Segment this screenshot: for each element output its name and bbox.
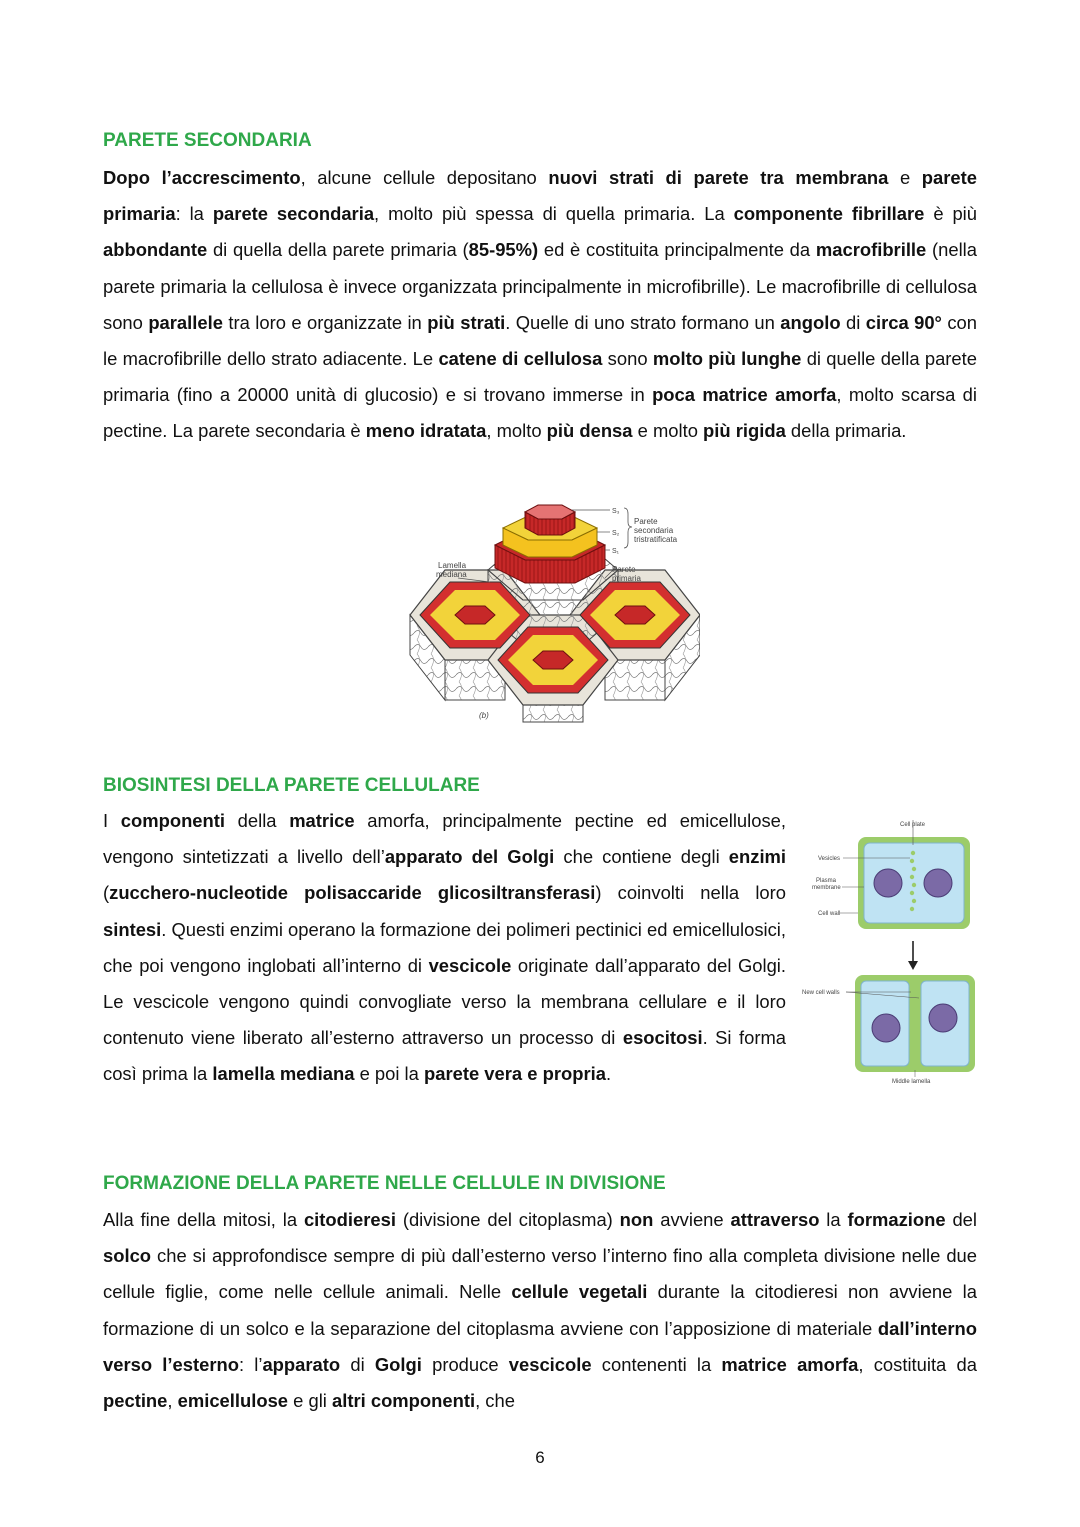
bold-term: angolo	[780, 311, 841, 333]
bold-term: dall’interno verso l’esterno	[103, 1317, 977, 1375]
label-s3: S₃	[612, 508, 620, 515]
label-secondary-2: secondaria	[634, 526, 674, 535]
bold-term: componente fibrillare	[733, 203, 925, 225]
bold-term: abbondante	[103, 239, 208, 261]
bold-term: apparato	[262, 1353, 341, 1375]
label-middle-1: Lamella	[438, 561, 467, 570]
bold-term: solco	[103, 1245, 152, 1267]
bold-term: cellule vegetali	[511, 1281, 648, 1303]
bold-term: più strati	[427, 311, 506, 333]
bold-term: meno idratata	[365, 420, 487, 442]
bold-term: parete secondaria	[212, 203, 375, 225]
bold-term: poca matrice amorfa	[652, 384, 837, 406]
paragraph-formazione: Alla fine della mitosi, la citodieresi (divisione del citoplasma) non avviene attraverso la formazione del solco che si approfondisce sempre di più dall’esterno verso l’interno fino alla completa divisione nelle due cellule figlie, come nelle cellule animali. Nelle cellule vegetali durante la citodieresi non avviene la formazione di un solco e la separazione del citoplasma avviene con l’apposizione di materiale dall’interno verso l’esterno: l’apparato di Golgi produce vescicole contenenti la matrice amorfa, costituita da pectine, emicellulose e gli altri componenti, che	[103, 1209, 977, 1412]
bold-term: catene di cellulosa	[438, 348, 603, 370]
bold-term: altri componenti	[332, 1390, 476, 1412]
bold-term: circa 90°	[865, 311, 942, 333]
bold-term: non	[619, 1209, 654, 1230]
label-cell-wall: Cell wall	[818, 911, 841, 917]
label-s2: S₂	[612, 530, 620, 537]
bold-term: più densa	[546, 420, 633, 442]
bold-term: esocitosi	[622, 1027, 703, 1049]
cell-plate-diagram	[800, 815, 980, 1090]
label-cell-plate: Cell plate	[900, 822, 926, 828]
bold-term: Golgi	[374, 1353, 422, 1375]
label-secondary-1: Parete	[634, 517, 658, 526]
section-title-biosintesi: BIOSINTESI DELLA PARETE CELLULARE	[103, 775, 480, 796]
bold-term: parete primaria	[103, 167, 977, 225]
bold-term: Dopo l’accrescimento	[103, 167, 301, 188]
bold-term: matrice	[289, 810, 355, 831]
bold-term: zucchero-nucleotide polisaccaride glicosiltransferasi	[109, 882, 596, 904]
bold-term: enzimi	[728, 846, 787, 868]
bold-term: formazione	[847, 1209, 946, 1230]
label-primary-1: Parete	[612, 565, 636, 574]
bold-term: pectine	[103, 1390, 168, 1412]
bold-term: nuovi strati di parete tra membrana	[548, 167, 889, 188]
label-plasma-1: Plasma	[816, 878, 837, 884]
label-middle-2: mediana	[436, 570, 467, 579]
figure-caption: (b)	[479, 711, 489, 720]
bold-term: citodieresi	[303, 1209, 396, 1230]
bold-term: più rigida	[703, 420, 786, 442]
bold-term: macrofibrille	[815, 239, 927, 261]
bold-term: componenti	[120, 810, 225, 831]
bold-term: sintesi	[103, 918, 162, 940]
bold-term: matrice amorfa	[721, 1353, 859, 1375]
bold-term: vescicole	[428, 954, 512, 976]
bold-term: parete vera e propria	[423, 1063, 606, 1085]
label-plasma-2: membrane	[812, 885, 841, 891]
label-new-cell-walls: New cell walls	[802, 990, 840, 996]
bold-term: emicellulose	[177, 1390, 289, 1412]
label-vesicles: Vesicles	[818, 856, 841, 862]
paragraph-parete-secondaria: Dopo l’accrescimento, alcune cellule depositano nuovi strati di parete tra membrana e parete primaria: la parete secondaria, molto più spessa di quella primaria. La componente fibrillare è più abbondante di quella della parete primaria (85-95%) ed è costituita principalmente da macrofibrille (nella parete primaria la cellulosa è invece organizzata principalmente in microfibrille). Le macrofibrille di cellulosa sono parallele tra loro e organizzate in più strati. Quelle di uno strato formano un angolo di circa 90° con le macrofibrille dello strato adiacente. Le catene di cellulosa sono molto più lunghe di quelle della parete primaria (fino a 20000 unità di glucosio) e si trovano immerse in poca matrice amorfa, molto scarsa di pectine. La parete secondaria è meno idratata, molto più densa e molto più rigida della primaria.	[103, 167, 978, 442]
paragraph-biosintesi: I componenti della matrice amorfa, principalmente pectine ed emicellulose, vengono sintetizzati a livello dell’apparato del Golgi che contiene degli enzimi (zucchero-nucleotide polisaccaride glicosiltransferasi) coinvolti nella loro sintesi. Questi enzimi operano la formazione dei polimeri pectinici ed emicellulosici, che poi vengono inglobati all’interno di vescicole originate dall’apparato del Golgi. Le vescicole vengono quindi convogliate verso la membrana cellulare e il loro contenuto viene liberato all’esterno attraverso un processo di esocitosi. Si forma così prima la lamella mediana e poi la parete vera e propria.	[103, 810, 787, 1085]
secondary-wall-diagram	[400, 500, 700, 725]
bold-term: lamella mediana	[212, 1063, 355, 1085]
label-secondary-3: tristratificata	[634, 535, 678, 544]
bold-term: molto più lunghe	[652, 348, 802, 370]
page-number: 6	[535, 1448, 545, 1467]
bold-term: 85-95%)	[468, 239, 539, 261]
bold-term: vescicole	[508, 1353, 592, 1375]
label-s1: S₁	[612, 548, 620, 555]
bold-term: apparato del Golgi	[384, 846, 555, 868]
section-title-parete-secondaria: PARETE SECONDARIA	[103, 130, 312, 151]
section-title-formazione: FORMAZIONE DELLA PARETE NELLE CELLULE IN DIVISIONE	[103, 1173, 666, 1194]
bold-term: parallele	[148, 311, 223, 333]
label-primary-2: primaria	[612, 574, 641, 583]
label-middle-lamella: Middle lamella	[892, 1079, 931, 1085]
bold-term: attraverso	[730, 1209, 820, 1230]
